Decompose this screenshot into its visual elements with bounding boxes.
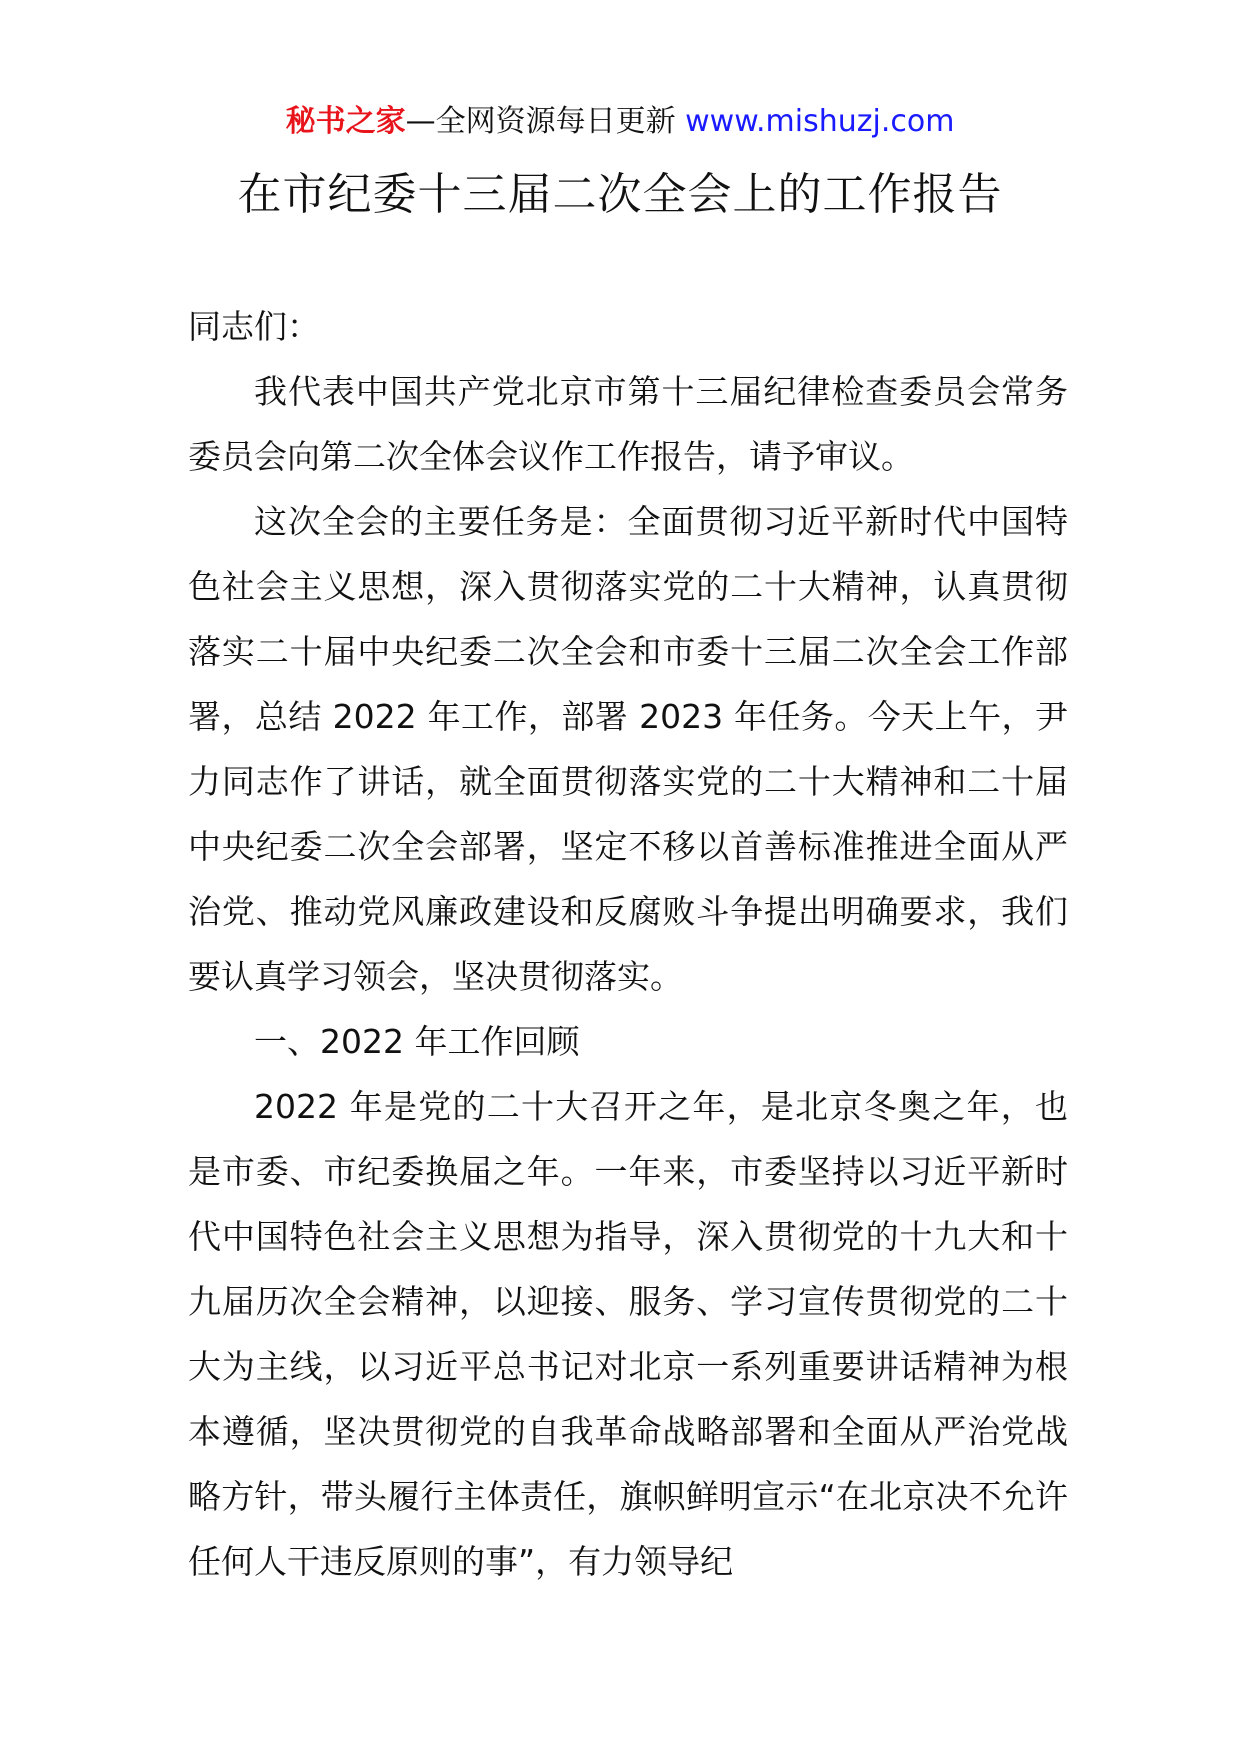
body-paragraph: 我代表中国共产党北京市第十三届纪律检查委员会常务委员会向第二次全体会议作工作报告，请予审议。 bbox=[188, 372, 1068, 476]
section-heading: 一、2022 年工作回顾 bbox=[254, 1022, 580, 1061]
salutation: 同志们： bbox=[188, 307, 320, 346]
header-slogan: —全网资源每日更新 bbox=[405, 104, 686, 139]
section-paragraph: 2022 年是党的二十大召开之年，是北京冬奥之年，也是市委、市纪委换届之年。一年来，市委坚持以习近平新时代中国特色社会主义思想为指导，深入贯彻党的十九大和十九届历次全会精神，以迎接、服务、学习宣传贯彻党的二十大为主线，以习近平总书记对北京一系列重要讲话精神为根本遵循，坚决贯彻党的自我革命战略部署和全面从严治党战略方针，带头履行主体责任，旗帜鲜明宣示“在北京决不允许任何人干违反原则的事”，有力领导纪 bbox=[188, 1087, 1068, 1581]
brand-name: 秘书之家 bbox=[285, 104, 406, 139]
body-paragraph: 这次全会的主要任务是：全面贯彻习近平新时代中国特色社会主义思想，深入贯彻落实党的二十大精神，认真贯彻落实二十届中央纪委二次全会和市委十三届二次全会工作部署，总结 2022 年工作，部署 2023 年任务。今天上午，尹力同志作了讲话，就全面贯彻落实党的二十大精神和二十届中央纪委二次全会部署，坚定不移以首善标准推进全面从严治党、推动党风廉政建设和反腐败斗争提出明确要求，我们要认真学习领会，坚决贯彻落实。 bbox=[188, 502, 1068, 996]
site-header bbox=[0, 100, 1240, 144]
document-body bbox=[188, 294, 1068, 1594]
site-url-link[interactable]: www.mishuzj.com bbox=[685, 104, 955, 139]
document-title: 在市纪委十三届二次全会上的工作报告 bbox=[237, 169, 1003, 220]
